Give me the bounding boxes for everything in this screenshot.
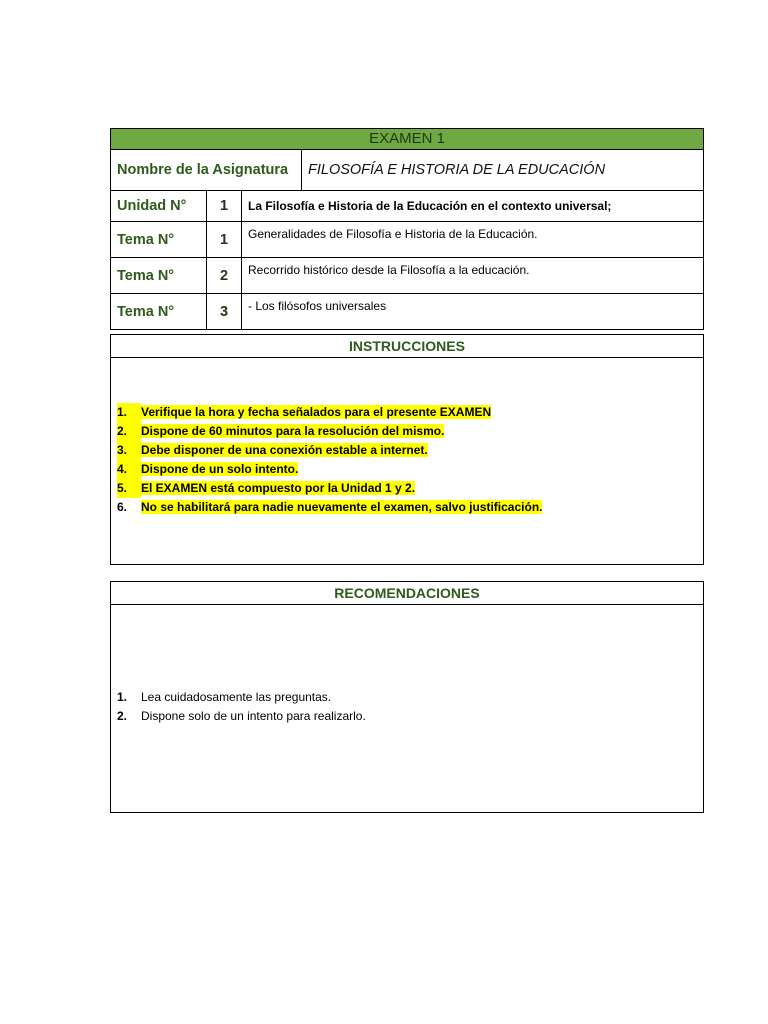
row-label: Unidad N°	[111, 191, 207, 222]
instrucciones-title: INSTRUCCIONES	[111, 335, 703, 358]
exam-title: EXAMEN 1	[111, 129, 704, 150]
item-text: Dispone de un solo intento.	[141, 462, 299, 476]
item-text: Dispone solo de un intento para realizarlo.	[141, 709, 366, 723]
row-number: 2	[207, 258, 242, 294]
instrucciones-list	[117, 403, 542, 517]
row-number: 1	[207, 222, 242, 258]
row-number: 1	[207, 191, 242, 222]
instrucciones-box	[110, 334, 704, 565]
recomendaciones-title: RECOMENDACIONES	[111, 582, 703, 605]
asignatura-value: FILOSOFÍA E HISTORIA DE LA EDUCACIÓN	[302, 150, 704, 191]
row-description: Generalidades de Filosofía e Historia de la Educación.	[242, 222, 704, 258]
unidad-row	[111, 191, 704, 222]
row-label: Tema N°	[111, 258, 207, 294]
item-text: Debe disponer de una conexión estable a internet.	[141, 443, 428, 457]
tema-row	[111, 294, 704, 330]
tema-row	[111, 222, 704, 258]
item-number: 5.	[117, 479, 141, 498]
item-text: Dispone de 60 minutos para la resolución del mismo.	[141, 424, 445, 438]
recomendaciones-box	[110, 581, 704, 813]
item-text: No se habilitará para nadie nuevamente el examen, salvo justificación.	[141, 500, 543, 514]
item-text: Lea cuidadosamente las preguntas.	[141, 690, 332, 704]
item-number: 2.	[117, 709, 128, 723]
list-item	[117, 460, 542, 479]
asignatura-label: Nombre de la Asignatura	[111, 150, 302, 191]
row-label: Tema N°	[111, 222, 207, 258]
list-item	[117, 479, 542, 498]
item-number: 3.	[117, 441, 141, 460]
list-item	[117, 403, 542, 422]
list-item	[117, 707, 366, 726]
asignatura-row	[111, 150, 704, 191]
item-number: 1.	[117, 690, 128, 704]
item-number: 6.	[117, 500, 128, 514]
item-number: 1.	[117, 403, 141, 422]
item-number: 4.	[117, 460, 141, 479]
list-item	[117, 498, 542, 517]
row-label: Tema N°	[111, 294, 207, 330]
recomendaciones-list	[117, 688, 366, 726]
row-description: Recorrido histórico desde la Filosofía a la educación.	[242, 258, 704, 294]
list-item	[117, 422, 542, 441]
item-text: Verifique la hora y fecha señalados para el presente EXAMEN	[141, 405, 492, 419]
list-item	[117, 441, 542, 460]
list-item	[117, 688, 366, 707]
tema-row	[111, 258, 704, 294]
row-number: 3	[207, 294, 242, 330]
item-text: El EXAMEN está compuesto por la Unidad 1 y 2.	[141, 481, 416, 495]
exam-info-table	[110, 128, 704, 330]
exam-title-row	[111, 129, 704, 150]
row-description: La Filosofía e Historia de la Educación en el contexto universal;	[242, 191, 704, 222]
row-description: - Los filósofos universales	[242, 294, 704, 330]
item-number: 2.	[117, 422, 141, 441]
